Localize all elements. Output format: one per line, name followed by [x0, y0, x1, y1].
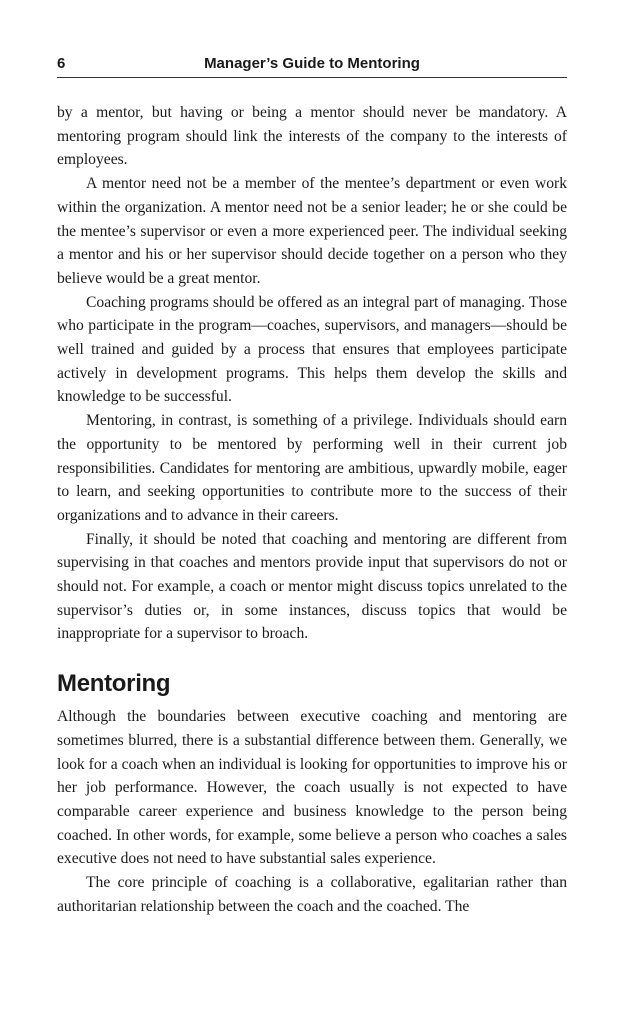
running-header	[57, 53, 567, 78]
running-title: Manager’s Guide to Mentoring	[204, 55, 420, 72]
paragraph: Although the boundaries between executive coaching and mentoring are sometimes blurred, there is a substantial difference between them. Generally, we look for a coach when an individual is looking for opportunities to improve his or her job performance. However, the coach usually is not expected to have comparable career experience and business knowledge to the person being coached. In other words, for example, some believe a person who coaches a sales executive does not need to have substantial sales experience.	[57, 708, 567, 868]
paragraph: Coaching programs should be offered as an integral part of managing. Those who participate in the program—coaches, supervisors, and managers—should be well trained and guided by a process that ensures that employees participate actively in development programs. This helps them develop the skills and knowledge to be successful.	[57, 293, 567, 406]
page-number: 6	[57, 55, 66, 72]
paragraph: A mentor need not be a member of the mentee’s department or even work within the organization. A mentor need not be a senior leader; he or she could be the mentee’s supervisor or even a more experienced peer. The individual seeking a mentor and his or her supervisor should decide together on a person who they believe would be a great mentor.	[57, 175, 567, 287]
paragraph: by a mentor, but having or being a mentor should never be mandatory. A mentoring program should link the interests of the company to the interests of employees.	[57, 104, 567, 169]
paragraph: The core principle of coaching is a collaborative, egalitarian rather than authoritarian relationship between the coach and the coached. The	[57, 874, 567, 915]
paragraph: Finally, it should be noted that coaching and mentoring are different from supervising in that coaches and mentors provide input that supervisors do not or should not. For example, a coach or mentor might discuss topics unrelated to the supervisor’s duties or, in some instances, discuss topics that would be inappropriate for a supervisor to broach.	[57, 530, 567, 643]
paragraph: Mentoring, in contrast, is something of a privilege. Individuals should earn the opportunity to be mentored by performing well in their current job responsibilities. Candidates for mentoring are ambitious, upwardly mobile, eager to learn, and seeking opportunities to contribute more to the success of their organizations and to advance in their careers.	[57, 412, 567, 524]
body-text	[57, 101, 567, 919]
section-heading: Mentoring	[57, 670, 171, 698]
